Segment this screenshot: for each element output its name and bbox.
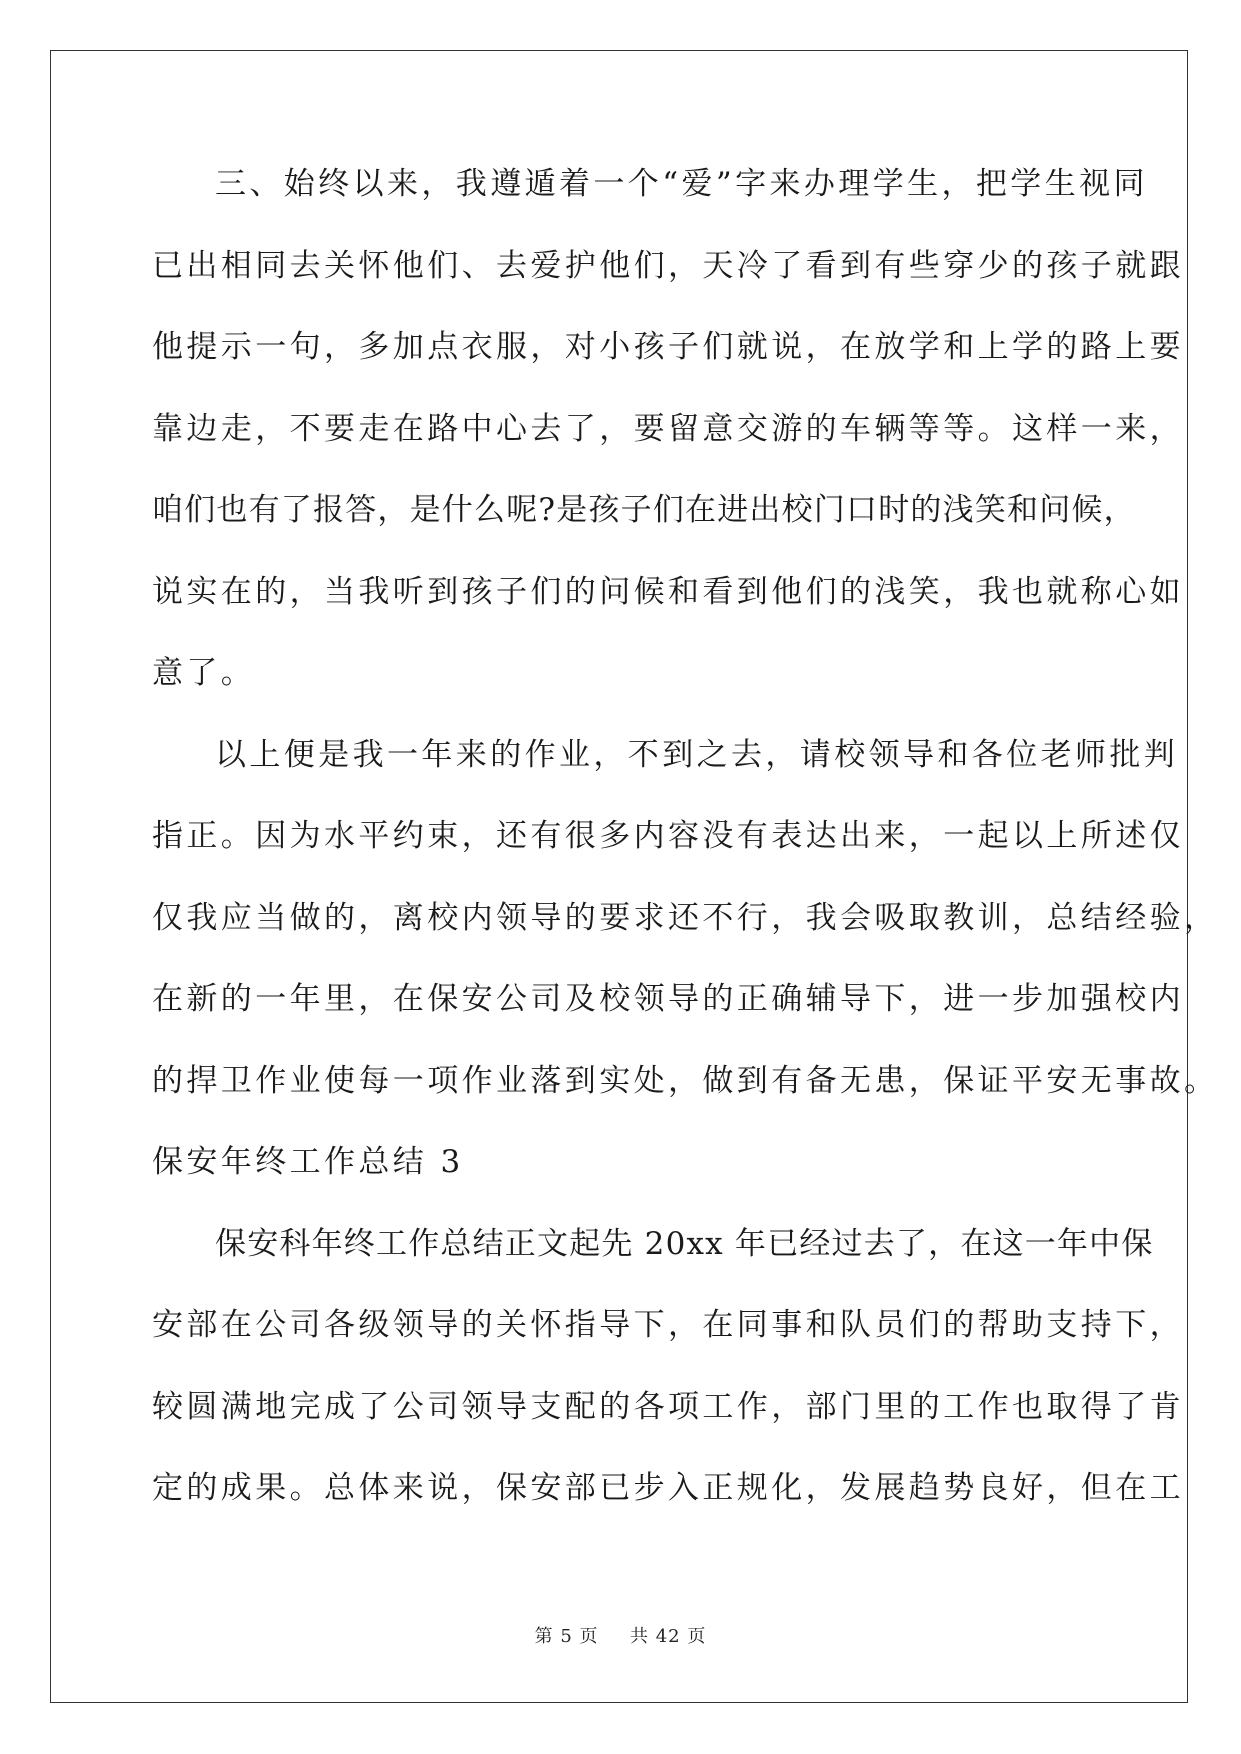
text-line: 的捍卫作业使每一项作业落到实处，做到有备无患，保证平安无事故。 bbox=[152, 1062, 1219, 1099]
text-line: 靠边走，不要走在路中心去了，要留意交游的车辆等等。这样一来， bbox=[152, 410, 1184, 447]
document-body bbox=[152, 162, 1219, 1548]
text-line: 保安科年终工作总结正文起先 20xx 年已经过去了，在这一年中保 bbox=[215, 1225, 1154, 1262]
text-line: 说实在的，当我听到孩子们的问候和看到他们的浅笑，我也就称心如 bbox=[152, 573, 1184, 610]
text-line: 较圆满地完成了公司领导支配的各项工作，部门里的工作也取得了肯 bbox=[152, 1388, 1184, 1425]
text-line: 已出相同去关怀他们、去爱护他们，天冷了看到有些穿少的孩子就跟 bbox=[152, 247, 1184, 284]
text-line: 安部在公司各级领导的关怀指导下，在同事和队员们的帮助支持下， bbox=[152, 1307, 1184, 1343]
text-line: 指正。因为水平约束，还有很多内容没有表达出来，一起以上所述仅 bbox=[152, 818, 1184, 854]
text-line: 仅我应当做的，离校内领导的要求还不行，我会吸取教训，总结经验， bbox=[152, 899, 1219, 936]
text-line: 咱们也有了报答，是什么呢?是孩子们在进出校门口时的浅笑和问候， bbox=[152, 492, 1136, 528]
page-total: 共 42 页 bbox=[630, 1626, 707, 1647]
text-line: 三、始终以来，我遵遁着一个“爱”字来办理学生，把学生视同 bbox=[215, 166, 1148, 202]
page-footer bbox=[0, 1622, 1241, 1648]
page-number: 第 5 页 bbox=[534, 1626, 599, 1647]
text-line: 他提示一句，多加点衣服，对小孩子们就说，在放学和上学的路上要 bbox=[152, 329, 1184, 365]
text-line: 定的成果。总体来说，保安部已步入正规化，发展趋势良好，但在工 bbox=[152, 1470, 1184, 1506]
section-heading: 保安年终工作总结 3 bbox=[152, 1144, 464, 1180]
text-line: 以上便是我一年来的作业，不到之去，请校领导和各位老师批判 bbox=[215, 736, 1179, 773]
text-line: 在新的一年里，在保安公司及校领导的正确辅导下，进一步加强校内 bbox=[152, 981, 1184, 1017]
text-line: 意了。 bbox=[152, 655, 256, 691]
